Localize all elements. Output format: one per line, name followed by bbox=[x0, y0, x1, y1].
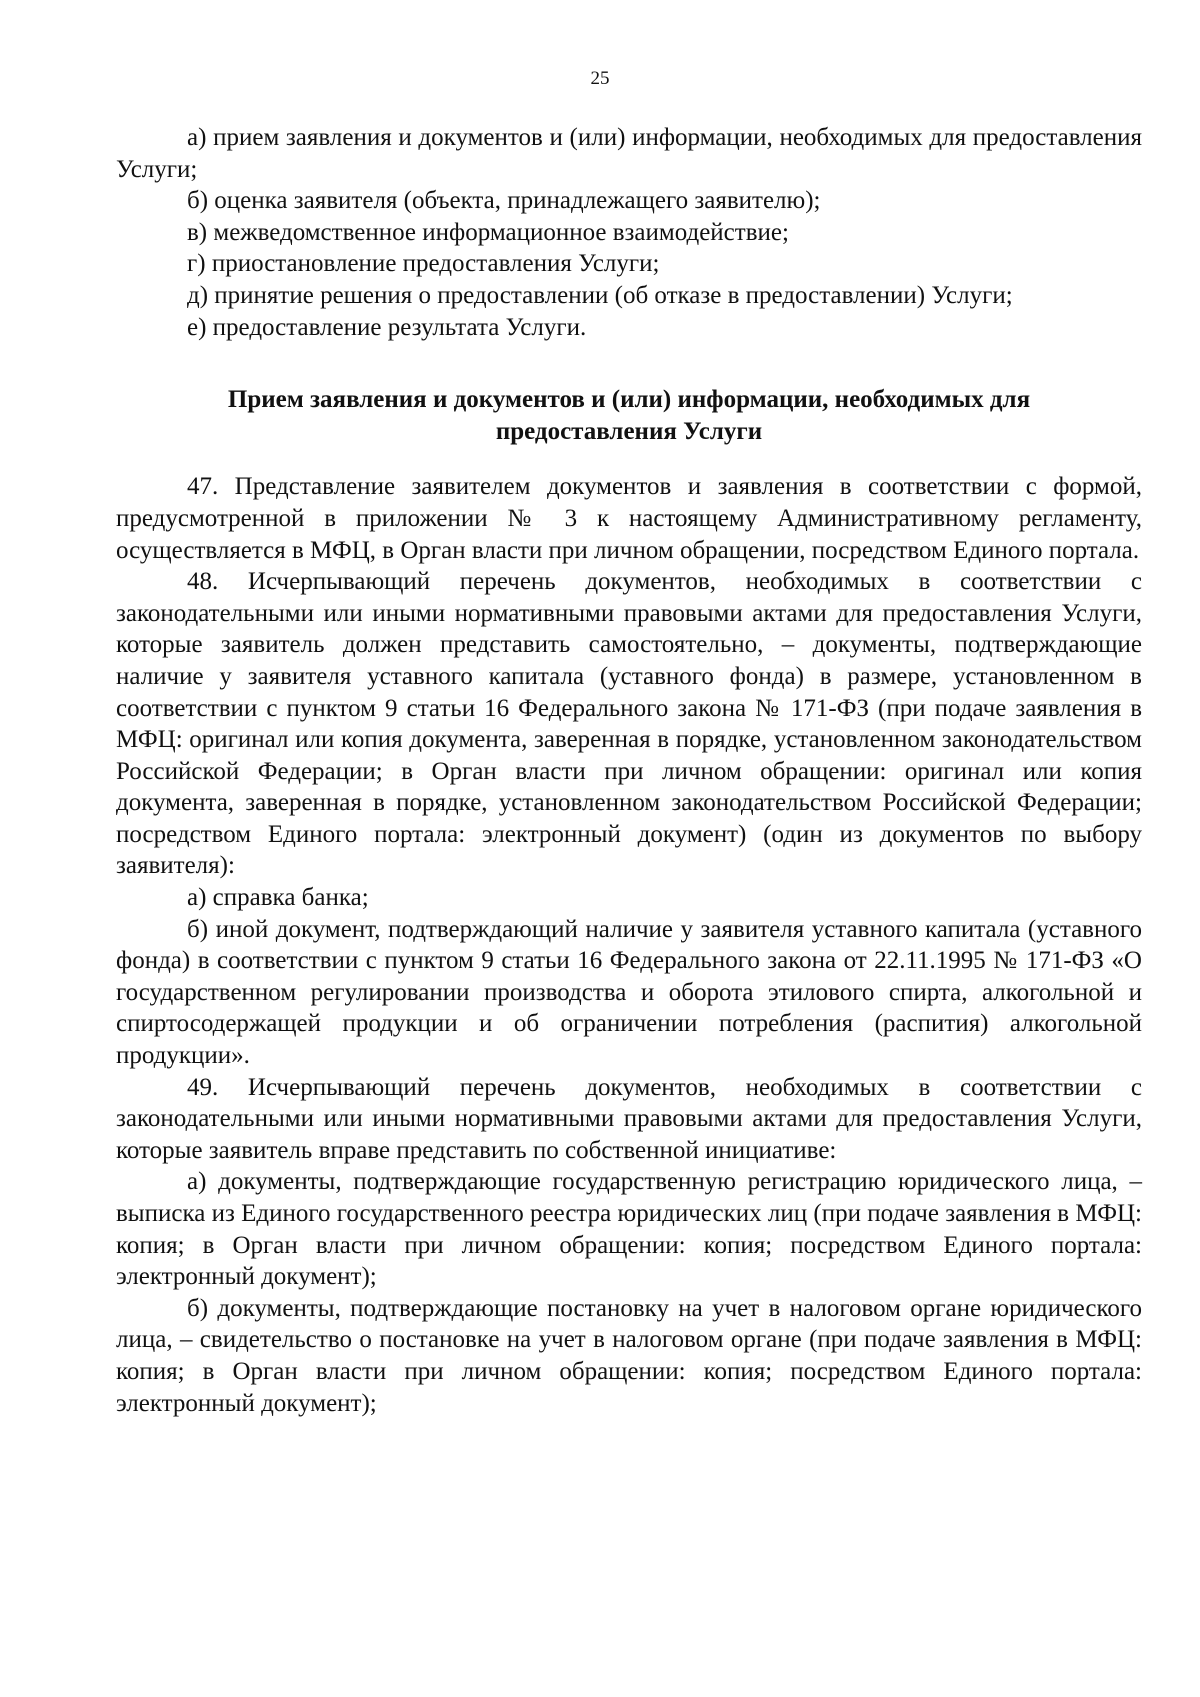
stage-item-f: е) предоставление результата Услуги. bbox=[187, 313, 587, 341]
paragraph-49-item-b: б) документы, подтверждающие постановку на учет в налоговом органе юридического лица, – свидетельство о постановке на учет в налоговом органе (при подаче заявления в МФЦ: копия; в Орган власти при личном обращении: копия; посредством Единого портала: электронный документ); bbox=[116, 1294, 1142, 1417]
page-content bbox=[116, 122, 1142, 1419]
stage-item-c: в) межведомственное информационное взаимодействие; bbox=[187, 218, 789, 246]
paragraph-48-item-b: б) иной документ, подтверждающий наличие у заявителя уставного капитала (уставного фонда) в соответствии с пунктом 9 статьи 16 Федерального закона от 22.11.1995 № 171-ФЗ «О государственном регулировании производства и оборота этилового спирта, алкогольной и спиртосодержащей продукции и об ограничении потребления (распития) алкогольной продукции». bbox=[116, 915, 1142, 1070]
section-heading-line-1: Прием заявления и документов и (или) информации, необходимых для bbox=[227, 386, 1031, 414]
section-heading bbox=[116, 384, 1142, 447]
stage-item-d: г) приостановление предоставления Услуги; bbox=[187, 250, 660, 278]
paragraph-48: 48. Исчерпывающий перечень документов, необходимых в соответствии с законодательными или иными нормативными правовыми актами для предоставления Услуги, которые заявитель должен представить самостоятельно, – документы, подтверждающие наличие у заявителя уставного капитала (уставного фонда) в размере, установленном в соответствии с пунктом 9 статьи 16 Федерального закона № 171-ФЗ (при подаче заявления в МФЦ: оригинал или копия документа, заверенная в порядке, установленном законодательством Российской Федерации; в Орган власти при личном обращении: оригинал или копия документа, заверенная в порядке, установленном законодательством Российской Федерации; посредством Единого портала: электронный документ) (один из документов по выбору заявителя): bbox=[116, 568, 1142, 880]
stage-item-e: д) принятие решения о предоставлении (об отказе в предоставлении) Услуги; bbox=[187, 281, 1013, 309]
paragraph-47: 47. Представление заявителем документов и заявления в соответствии с формой, предусмотренной в приложении № 3 к настоящему Административному регламенту, осуществляется в МФЦ, в Орган власти при личном обращении, посредством Единого портала. bbox=[116, 473, 1142, 564]
page-number: 25 bbox=[590, 68, 610, 89]
stage-item-b: б) оценка заявителя (объекта, принадлежащего заявителю); bbox=[187, 187, 821, 215]
paragraph-49: 49. Исчерпывающий перечень документов, необходимых в соответствии с законодательными или иными нормативными правовыми актами для предоставления Услуги, которые заявитель вправе представить по собственной инициативе: bbox=[116, 1073, 1142, 1164]
section-heading-line-2: предоставления Услуги bbox=[495, 417, 763, 445]
paragraph-49-item-a: а) документы, подтверждающие государственную регистрацию юридического лица, – выписка из Единого государственного реестра юридических лиц (при подаче заявления в МФЦ: копия; в Орган власти при личном обращении: копия; посредством Единого портала: электронный документ); bbox=[116, 1168, 1142, 1291]
paragraph-48-item-a: а) справка банка; bbox=[187, 884, 369, 912]
stage-item-a: а) прием заявления и документов и (или) информации, необходимых для предоставления Услуги; bbox=[116, 124, 1142, 183]
